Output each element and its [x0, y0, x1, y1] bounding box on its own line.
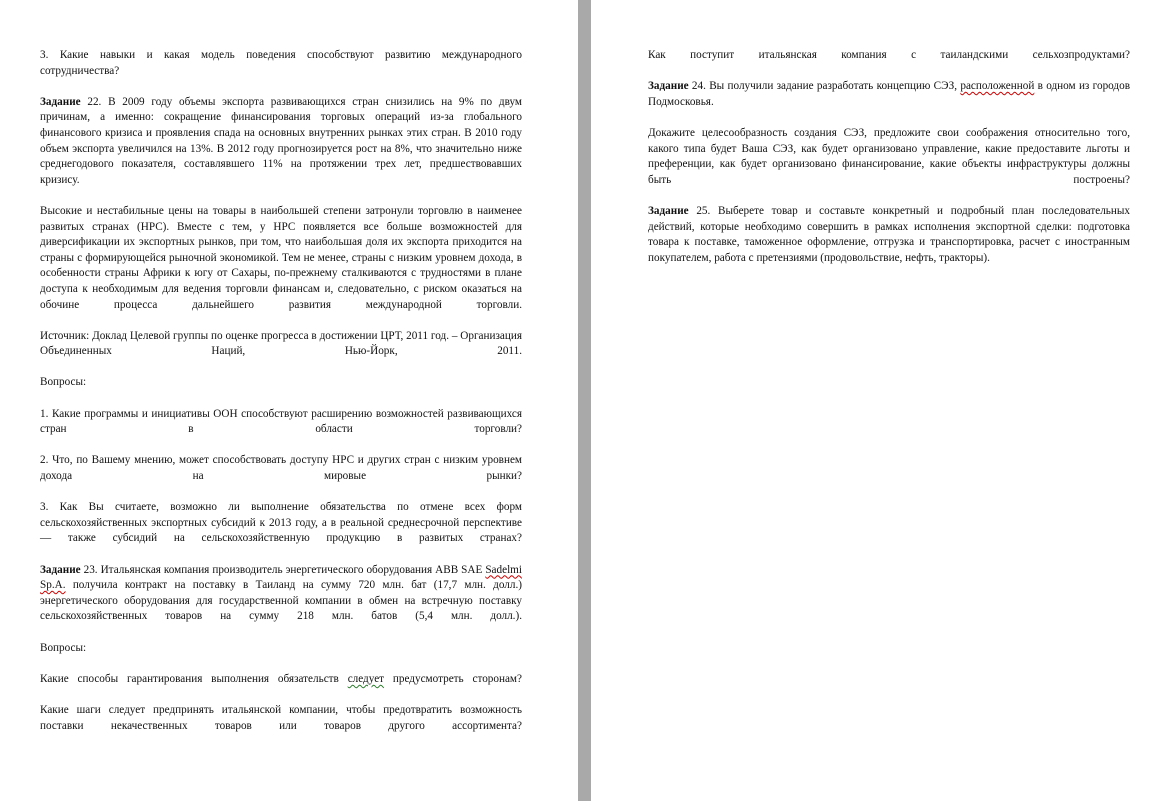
questions-heading-2: Вопросы:	[40, 641, 87, 654]
task-23-text-a: 23. Итальянская компания производитель энергетического оборудования ABB SAE	[80, 563, 486, 576]
task-24-text-a: 24. Вы получили задание разработать концепцию СЭЗ,	[688, 80, 961, 93]
task-25-text: 25. Выберете товар и составьте конкретный и подробный план последовательных действий, которые необходимо совершить в рамках исполнения экспортной сделки: подготовка товара к поставке, таможенное оформление, отгрузка и транспортировка, расчет с иностранным покупателем, работа с претензиями (продовольствие, нефть, тракторы).	[648, 204, 1130, 264]
task-22-paragraph	[40, 95, 522, 189]
prices-paragraph: Высокие и нестабильные цены на товары в наибольшей степени затронули торговлю в наименее развитых странах (НРС). Вместе с тем, у НРС появляется все больше возможностей для диверсификации их экспортных рынков, при том, что наибольшая доля их экспорта приходится на страны с формирующейся рыночной экономикой. Тем не менее, страны с низким уровнем дохода, в особенности страны Африки к югу от Сахары, по-прежнему сталкиваются с трудностями в плане доступа к необходимым для ведения торговли финансам и, следовательно, с риском оказаться на обочине процесса дальнейшего развития международной торговли.	[40, 204, 522, 311]
question-1: 1. Какие программы и инициативы ООН способствуют расширению возможностей развивающихся стран в области торговли?	[40, 407, 522, 436]
question-thai-products: Как поступит итальянская компания с таиландскими сельхозпродуктами?	[648, 49, 1130, 61]
prove-paragraph: Докажите целесообразность создания СЭЗ, предложите свои соображения относительно того, какого типа будет Ваша СЭЗ, как будет организовано управление, какие предоставите льготы и преференции, как будет организовано финансирование, какие объекты инфраструктуры должны быть построены?	[648, 126, 1130, 186]
source-paragraph: Источник: Доклад Целевой группы по оценке прогресса в достижении ЦРТ, 2011 год. – Организация Объединенных Наций, Нью-Йорк, 2011.	[40, 329, 522, 358]
question-guarantee	[40, 672, 522, 688]
question-guarantee-a: Какие способы гарантирования выполнения обязательств	[40, 672, 348, 685]
questions-heading-1: Вопросы:	[40, 376, 87, 389]
task-23-paragraph	[40, 563, 522, 625]
task-22-text: 22. В 2009 году объемы экспорта развивающихся стран снизились на 9% по двум причинам, а именно: сокращение финансирования торговых операций из-за глобального финансового кризиса и проявления спада на основных внутренних рынках этих стран. В 2010 году объем экспорта увеличился на 13%. В 2012 году прогнозируется рост на 8%, что значительно ниже среднегодового показателя, составлявшего 11% на протяжении трех лет, предшествовавших кризису.	[40, 95, 522, 186]
page-right-text-column	[648, 48, 1130, 282]
task-24-label: Задание	[648, 80, 689, 93]
task-23-label: Задание	[40, 563, 81, 576]
task-23-text-b: получила контракт на поставку в Таиланд на сумму 720 млн. бат (17,7 млн. долл.) энергетического оборудования для государственной компании в обмен на встречную поставку сельскохозяйственных товаров на сумму 218 млн. батов (5,4 млн. долл.).	[40, 579, 522, 623]
task-24-paragraph	[648, 79, 1130, 110]
spelling-error-spa: Sp.A.	[40, 579, 66, 592]
question-guarantee-c: предусмотреть сторонам?	[384, 672, 522, 685]
task-25-paragraph	[648, 204, 1130, 266]
spelling-error-sadelmi: Sadelmi	[485, 563, 522, 576]
spelling-error-located: расположенной	[960, 80, 1035, 93]
page-gap	[578, 0, 591, 801]
question-3: 3. Как Вы считаете, возможно ли выполнение обязательства по отмене всех форм сельскохозяйственных экспортных субсидий к 2013 году, а в реальной среднесрочной перспективе — также субсидий на сельскохозяйственную продукцию в развитых странах?	[40, 501, 522, 545]
task-24-text-b: в одном из городов Подмосковья.	[648, 80, 1131, 108]
task-25-label: Задание	[648, 204, 689, 217]
page-left-text-column	[40, 48, 522, 750]
document-page-right	[591, 0, 1149, 801]
task-22-label: Задание	[40, 95, 81, 108]
grammar-mark-sleduet: следует	[347, 672, 385, 685]
question-steps: Какие шаги следует предпринять итальянской компании, чтобы предотвратить возможность поставки некачественных товаров или товаров другого ассортимента?	[40, 703, 522, 732]
question-3-intro: 3. Какие навыки и какая модель поведения способствуют развитию международного сотрудничества?	[40, 49, 522, 77]
question-2: 2. Что, по Вашему мнению, может способствовать доступу НРС и других стран с низким уровнем дохода на мировые рынки?	[40, 454, 522, 483]
